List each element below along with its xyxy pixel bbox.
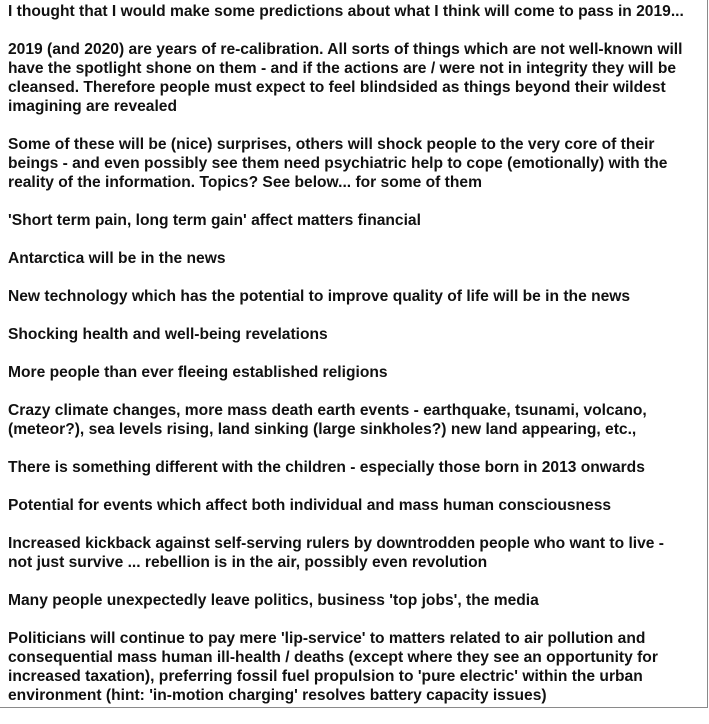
text-line: Increased kickback against self-serving rulers by downtrodden people who want to live -	[8, 535, 664, 552]
text-line: 2019 (and 2020) are years of re-calibration. All sorts of things which are not well-known will	[8, 41, 683, 58]
text-line: reality of the information. Topics? See below... for some of them	[8, 174, 482, 191]
text-line: have the spotlight shone on them - and if the actions are / were not in integrity they will be	[8, 60, 677, 77]
text-line: More people than ever fleeing established religions	[8, 364, 388, 381]
paragraph	[8, 496, 706, 515]
text-line: Many people unexpectedly leave politics, business 'top jobs', the media	[8, 592, 539, 609]
text-line: increased taxation), preferring fossil fuel propulsion to 'pure electric' within the urban	[8, 668, 643, 685]
paragraph	[8, 401, 706, 439]
text-line: cleansed. Therefore people must expect to feel blindsided as things beyond their wildest	[8, 79, 666, 96]
paragraph	[8, 363, 706, 382]
paragraph	[8, 249, 706, 268]
paragraph	[8, 2, 706, 21]
text-line: imagining are revealed	[8, 98, 178, 115]
text-line: Shocking health and well-being revelations	[8, 326, 328, 343]
paragraph	[8, 591, 706, 610]
paragraph	[8, 534, 706, 572]
text-line: There is something different with the children - especially those born in 2013 onwards	[8, 459, 645, 476]
paragraph	[8, 287, 706, 306]
text-line: environment (hint: 'in-motion charging' resolves battery capacity issues)	[8, 687, 547, 704]
text-line: Crazy climate changes, more mass death earth events - earthquake, tsunami, volcano,	[8, 402, 647, 419]
text-line: consequential mass human ill-health / deaths (except where they see an opportunity for	[8, 649, 658, 666]
text-line: not just survive ... rebellion is in the air, possibly even revolution	[8, 554, 488, 571]
text-line: 'Short term pain, long term gain' affect matters financial	[8, 212, 421, 229]
text-line: Potential for events which affect both individual and mass human consciousness	[8, 497, 612, 514]
text-line: New technology which has the potential to improve quality of life will be in the news	[8, 288, 631, 305]
text-line: beings - and even possibly see them need psychiatric help to cope (emotionally) with the	[8, 155, 668, 172]
paragraph	[8, 40, 706, 116]
paragraph	[8, 211, 706, 230]
paragraph	[8, 629, 706, 705]
paragraph	[8, 325, 706, 344]
paragraph	[8, 135, 706, 192]
paragraph	[8, 458, 706, 477]
text-line: (meteor?), sea levels rising, land sinking (large sinkholes?) new land appearing, etc.,	[8, 421, 637, 438]
text-line: Antarctica will be in the news	[8, 250, 226, 267]
document-body	[8, 2, 706, 724]
text-line: I thought that I would make some predictions about what I think will come to pass in 2019...	[8, 3, 684, 20]
text-line: Politicians will continue to pay mere 'lip-service' to matters related to air pollution and	[8, 630, 646, 647]
text-line: Some of these will be (nice) surprises, others will shock people to the very core of their	[8, 136, 655, 153]
